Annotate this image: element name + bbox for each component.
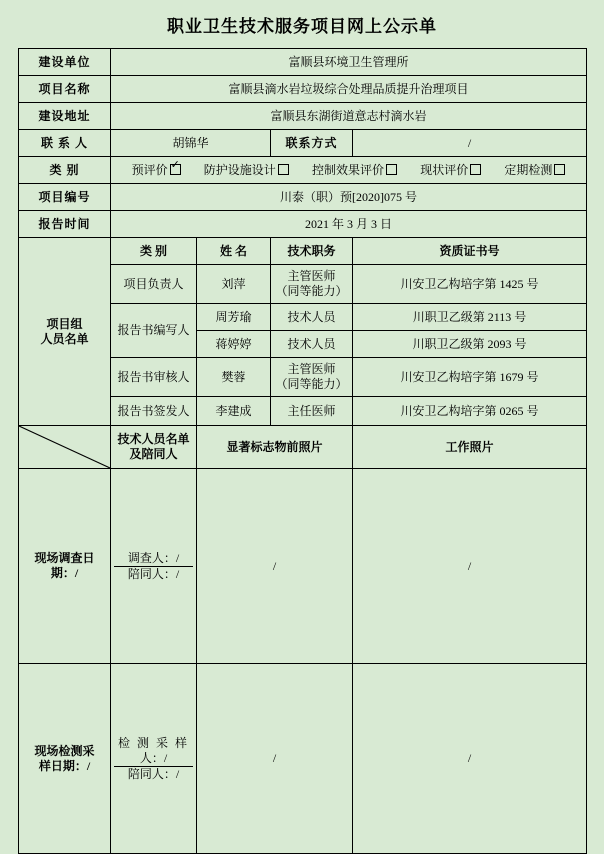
sampling-side-label-line2: 样日期：/ xyxy=(38,758,91,773)
team-header-category: 类 别 xyxy=(111,238,197,265)
team-cert-leader: 川安卫乙构培字第 1425 号 xyxy=(353,265,587,304)
team-cert-writer-2: 川职卫乙级第 2093 号 xyxy=(353,331,587,358)
category-option-label: 防护设施设计 xyxy=(203,162,276,177)
photo-header-work: 工作照片 xyxy=(353,426,587,469)
table-row xyxy=(19,238,587,265)
label-contact-person: 联 系 人 xyxy=(19,130,111,157)
category-option-label: 定期检测 xyxy=(504,162,553,177)
value-contact-person: 胡锦华 xyxy=(111,130,271,157)
sampling-sampler-line1: 检 测 采 样 xyxy=(117,735,189,750)
photo-header-diagonal xyxy=(19,426,111,469)
team-header-name: 姓 名 xyxy=(197,238,271,265)
team-category-reviewer: 报告书审核人 xyxy=(111,358,197,397)
table-row xyxy=(19,76,587,103)
sampling-sampler xyxy=(114,736,193,767)
sampling-side-label xyxy=(19,664,111,854)
category-checkbox-group xyxy=(111,157,587,184)
value-contact-method: / xyxy=(353,130,587,157)
table-row xyxy=(19,103,587,130)
category-option-pre-evaluation[interactable] xyxy=(132,163,181,178)
label-report-time: 报告时间 xyxy=(19,211,111,238)
photo-header-landmark: 显著标志物前照片 xyxy=(197,426,353,469)
team-name-reviewer: 樊蓉 xyxy=(197,358,271,397)
team-name-issuer: 李建成 xyxy=(197,397,271,426)
team-category-leader: 项目负责人 xyxy=(111,265,197,304)
checkbox-protection-design[interactable] xyxy=(278,164,289,175)
table-row xyxy=(19,184,587,211)
label-contact-method: 联系方式 xyxy=(271,130,353,157)
table-row xyxy=(19,130,587,157)
sampling-side-label-line1: 现场检测采 xyxy=(34,743,95,758)
photo-header-personnel-line1: 技术人员名单 xyxy=(117,432,190,446)
category-option-periodic-testing[interactable] xyxy=(504,163,565,178)
team-header-cert: 资质证书号 xyxy=(353,238,587,265)
team-cert-reviewer: 川安卫乙构培字第 1679 号 xyxy=(353,358,587,397)
sampling-accompanier: 陪同人：/ xyxy=(127,766,180,781)
team-cert-writer-1: 川职卫乙级第 2113 号 xyxy=(353,304,587,331)
label-project-number: 项目编号 xyxy=(19,184,111,211)
photo-header-personnel xyxy=(111,426,197,469)
team-side-label xyxy=(19,238,111,426)
checkbox-control-effect[interactable] xyxy=(386,164,397,175)
sampling-photo-work: / xyxy=(353,664,587,854)
team-category-writer: 报告书编写人 xyxy=(111,304,197,358)
team-cert-issuer: 川安卫乙构培字第 0265 号 xyxy=(353,397,587,426)
sampling-sampler-line2: 人：/ xyxy=(139,750,168,765)
page-title: 职业卫生技术服务项目网上公示单 xyxy=(167,17,437,36)
team-header-title: 技术职务 xyxy=(271,238,353,265)
value-project-name: 富顺县滴水岩垃圾综合处理品质提升治理项目 xyxy=(111,76,587,103)
label-project-name: 项目名称 xyxy=(19,76,111,103)
team-title-writer-2: 技术人员 xyxy=(271,331,353,358)
sampling-personnel-cell xyxy=(111,664,197,854)
team-name-writer-1: 周芳瑜 xyxy=(197,304,271,331)
value-construction-unit: 富顺县环境卫生管理所 xyxy=(111,49,587,76)
team-title-reviewer xyxy=(271,358,353,397)
checkbox-periodic-testing[interactable] xyxy=(554,164,565,175)
category-option-protection-design[interactable] xyxy=(204,163,289,178)
category-option-status-evaluation[interactable] xyxy=(420,163,481,178)
label-construction-address: 建设地址 xyxy=(19,103,111,130)
value-construction-address: 富顺县东湖街道意志村滴水岩 xyxy=(111,103,587,130)
value-report-time: 2021 年 3 月 3 日 xyxy=(111,211,587,238)
team-title-issuer: 主任医师 xyxy=(271,397,353,426)
public-notice-table xyxy=(18,48,587,854)
value-project-number: 川泰（职）预[2020]075 号 xyxy=(111,184,587,211)
survey-side-label-line1: 现场调查日 xyxy=(34,551,95,565)
survey-personnel-cell xyxy=(111,469,197,664)
survey-investigator: 调查人：/ xyxy=(114,551,193,567)
sampling-photo-landmark: / xyxy=(197,664,353,854)
team-category-issuer: 报告书签发人 xyxy=(111,397,197,426)
team-name-leader: 刘萍 xyxy=(197,265,271,304)
team-title-line2: （同等能力） xyxy=(275,377,348,391)
photo-header-personnel-line2: 及陪同人 xyxy=(129,447,178,461)
team-title-line1: 主管医师 xyxy=(287,362,336,376)
survey-photo-work: / xyxy=(353,469,587,664)
team-name-writer-2: 蒋婷婷 xyxy=(197,331,271,358)
checkbox-status-evaluation[interactable] xyxy=(470,164,481,175)
table-row xyxy=(19,211,587,238)
team-title-line2: （同等能力） xyxy=(275,284,348,298)
survey-side-label xyxy=(19,469,111,664)
table-row xyxy=(19,157,587,184)
survey-photo-landmark: / xyxy=(197,469,353,664)
category-option-label: 现状评价 xyxy=(420,162,469,177)
table-row xyxy=(19,49,587,76)
category-option-control-effect[interactable] xyxy=(312,163,397,178)
label-construction-unit: 建设单位 xyxy=(19,49,111,76)
team-title-line1: 主管医师 xyxy=(287,269,336,283)
survey-accompanier: 陪同人：/ xyxy=(127,566,180,581)
label-category: 类 别 xyxy=(19,157,111,184)
table-row xyxy=(19,426,587,469)
team-title-writer-1: 技术人员 xyxy=(271,304,353,331)
category-option-label: 控制效果评价 xyxy=(312,162,385,177)
table-row xyxy=(19,469,587,664)
category-option-label: 预评价 xyxy=(131,162,168,177)
diagonal-line-icon xyxy=(19,426,110,468)
team-side-label-line1: 项目组 xyxy=(46,316,83,331)
table-row xyxy=(19,664,587,854)
survey-side-label-line2: 期：/ xyxy=(50,566,79,580)
team-title-leader xyxy=(271,265,353,304)
team-side-label-line2: 人员名单 xyxy=(40,331,89,346)
checkbox-pre-evaluation[interactable] xyxy=(170,164,181,175)
